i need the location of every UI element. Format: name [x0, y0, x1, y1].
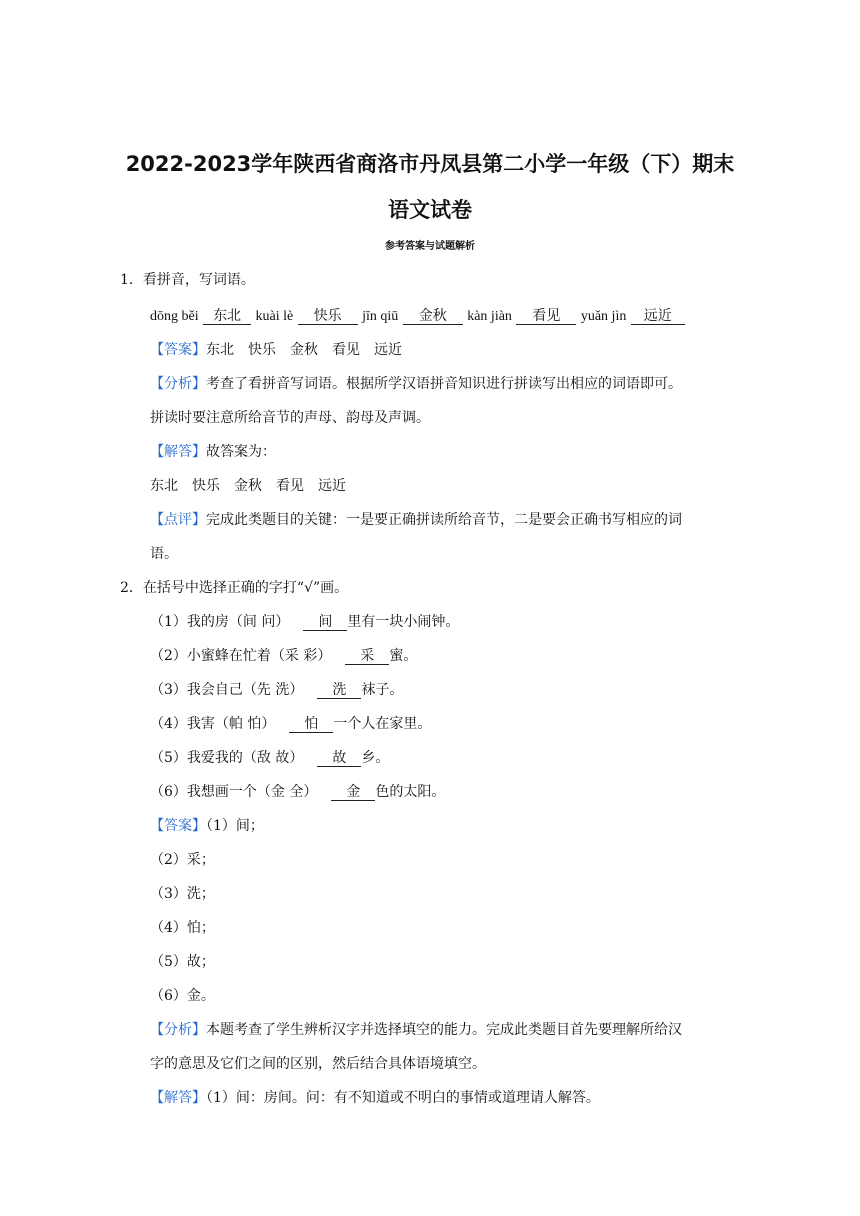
q2-answer-5: （5）故；: [150, 954, 215, 970]
q1-pinyin-row: [150, 306, 685, 327]
q2-item-4: [150, 714, 431, 734]
page-title-line-2: 语文试卷: [388, 198, 472, 222]
q2-item-1-prefix: （1）我的房（间 问）: [150, 614, 290, 630]
q2-item-1-blank: 间: [303, 614, 347, 631]
q2-analysis-line-1: 本题考查了学生辨析汉字并选择填空的能力。完成此类题目首先要理解所给汉: [206, 1022, 682, 1038]
q2-item-3-prefix: （3）我会自己（先 洗）: [150, 682, 304, 698]
q2-answer: [150, 816, 264, 836]
q2-item-1-suffix: 里有一块小闹钟。: [347, 614, 460, 630]
q2-item-6-blank: 金: [331, 784, 375, 801]
q1-answer-blank-4: 看见: [516, 308, 576, 325]
q1-comment-line-1: 完成此类题目的关键：一是要正确拼读所给音节，二是要会正确书写相应的词: [206, 512, 682, 528]
q2-item-2-prefix: （2）小蜜蜂在忙着（采 彩）: [150, 648, 332, 664]
q2-item-5-blank: 故: [317, 750, 361, 767]
q2-answer-4: （4）怕；: [150, 920, 215, 936]
q2-solution-line-1: （1）间：房间。问：有不知道或不明白的事情或道理请人解答。: [206, 1090, 600, 1106]
q1-answer-tag: 【答案】: [150, 342, 206, 358]
q1-comment-line-2: 语。: [150, 546, 178, 562]
q1-answer-blank-3: 金秋: [403, 308, 463, 325]
q2-item-2-suffix: 蜜。: [389, 648, 418, 664]
q2-stem: [120, 578, 348, 598]
q2-item-3-suffix: 袜子。: [361, 682, 404, 698]
q2-item-6-prefix: （6）我想画一个（金 全）: [150, 784, 318, 800]
q1-comment: [150, 510, 682, 530]
q2-solution-tag: 【解答】: [150, 1090, 206, 1106]
q1-solution-tag: 【解答】: [150, 444, 206, 460]
q1-solution: [150, 442, 276, 462]
q2-item-4-suffix: 一个人在家里。: [333, 716, 432, 732]
q2-number: 2．: [120, 580, 143, 596]
q2-item-4-blank: 怕: [289, 716, 333, 733]
q1-answer: [150, 340, 402, 360]
q2-item-3: [150, 680, 403, 700]
q1-stem: [120, 270, 255, 290]
q2-item-2-blank: 采: [345, 648, 389, 665]
q2-item-6: [150, 782, 445, 802]
q1-number: 1．: [120, 272, 143, 288]
q1-analysis-tag: 【分析】: [150, 376, 206, 392]
q2-item-5: [150, 748, 389, 768]
q2-stem-text: 在括号中选择正确的字打“√”画。: [142, 580, 349, 596]
q2-analysis-line-2: 字的意思及它们之间的区别，然后结合具体语境填空。: [150, 1056, 486, 1072]
q2-item-6-suffix: 色的太阳。: [375, 784, 446, 800]
q1-analysis-line-1: 考查了看拼音写词语。根据所学汉语拼音知识进行拼读写出相应的词语即可。: [206, 376, 682, 392]
q1-solution-line-1: 故答案为：: [206, 444, 276, 460]
q2-answer-1: （1）间；: [206, 818, 264, 834]
q1-pinyin-3: jīn qiū: [362, 309, 399, 324]
q1-solution-line-2: 东北 快乐 金秋 看见 远近: [150, 478, 346, 494]
page-subtitle: 参考答案与试题解析: [385, 241, 475, 252]
q2-analysis-tag: 【分析】: [150, 1022, 206, 1038]
q2-answer-2: （2）采；: [150, 852, 215, 868]
q2-answer-tag: 【答案】: [150, 818, 206, 834]
q2-item-4-prefix: （4）我害（帕 怕）: [150, 716, 276, 732]
q1-analysis: [150, 374, 682, 394]
q1-pinyin-2: kuài lè: [255, 309, 294, 324]
q1-comment-tag: 【点评】: [150, 512, 206, 528]
q2-solution: [150, 1088, 600, 1108]
q2-item-1: [150, 612, 459, 632]
q1-answer-blank-2: 快乐: [298, 308, 358, 325]
q2-item-5-prefix: （5）我爱我的（敌 故）: [150, 750, 304, 766]
q1-pinyin-4: kàn jiàn: [467, 309, 512, 324]
q1-pinyin-5: yuǎn jìn: [580, 309, 627, 324]
q2-item-5-suffix: 乡。: [361, 750, 390, 766]
q1-answer-text: 东北 快乐 金秋 看见 远近: [206, 342, 402, 358]
page-title-line-1: 2022-2023学年陕西省商洛市丹凤县第二小学一年级（下）期末: [125, 152, 735, 176]
q1-answer-blank-1: 东北: [203, 308, 251, 325]
q2-answer-6: （6）金。: [150, 988, 215, 1004]
q2-analysis: [150, 1020, 682, 1040]
q2-answer-3: （3）洗；: [150, 886, 215, 902]
q1-pinyin-1: dōng běi: [150, 309, 199, 324]
q2-item-3-blank: 洗: [317, 682, 361, 699]
q2-item-2: [150, 646, 417, 666]
q1-answer-blank-5: 远近: [631, 308, 685, 325]
q1-stem-text: 看拼音，写词语。: [142, 272, 255, 288]
q1-analysis-line-2: 拼读时要注意所给音节的声母、韵母及声调。: [150, 410, 430, 426]
